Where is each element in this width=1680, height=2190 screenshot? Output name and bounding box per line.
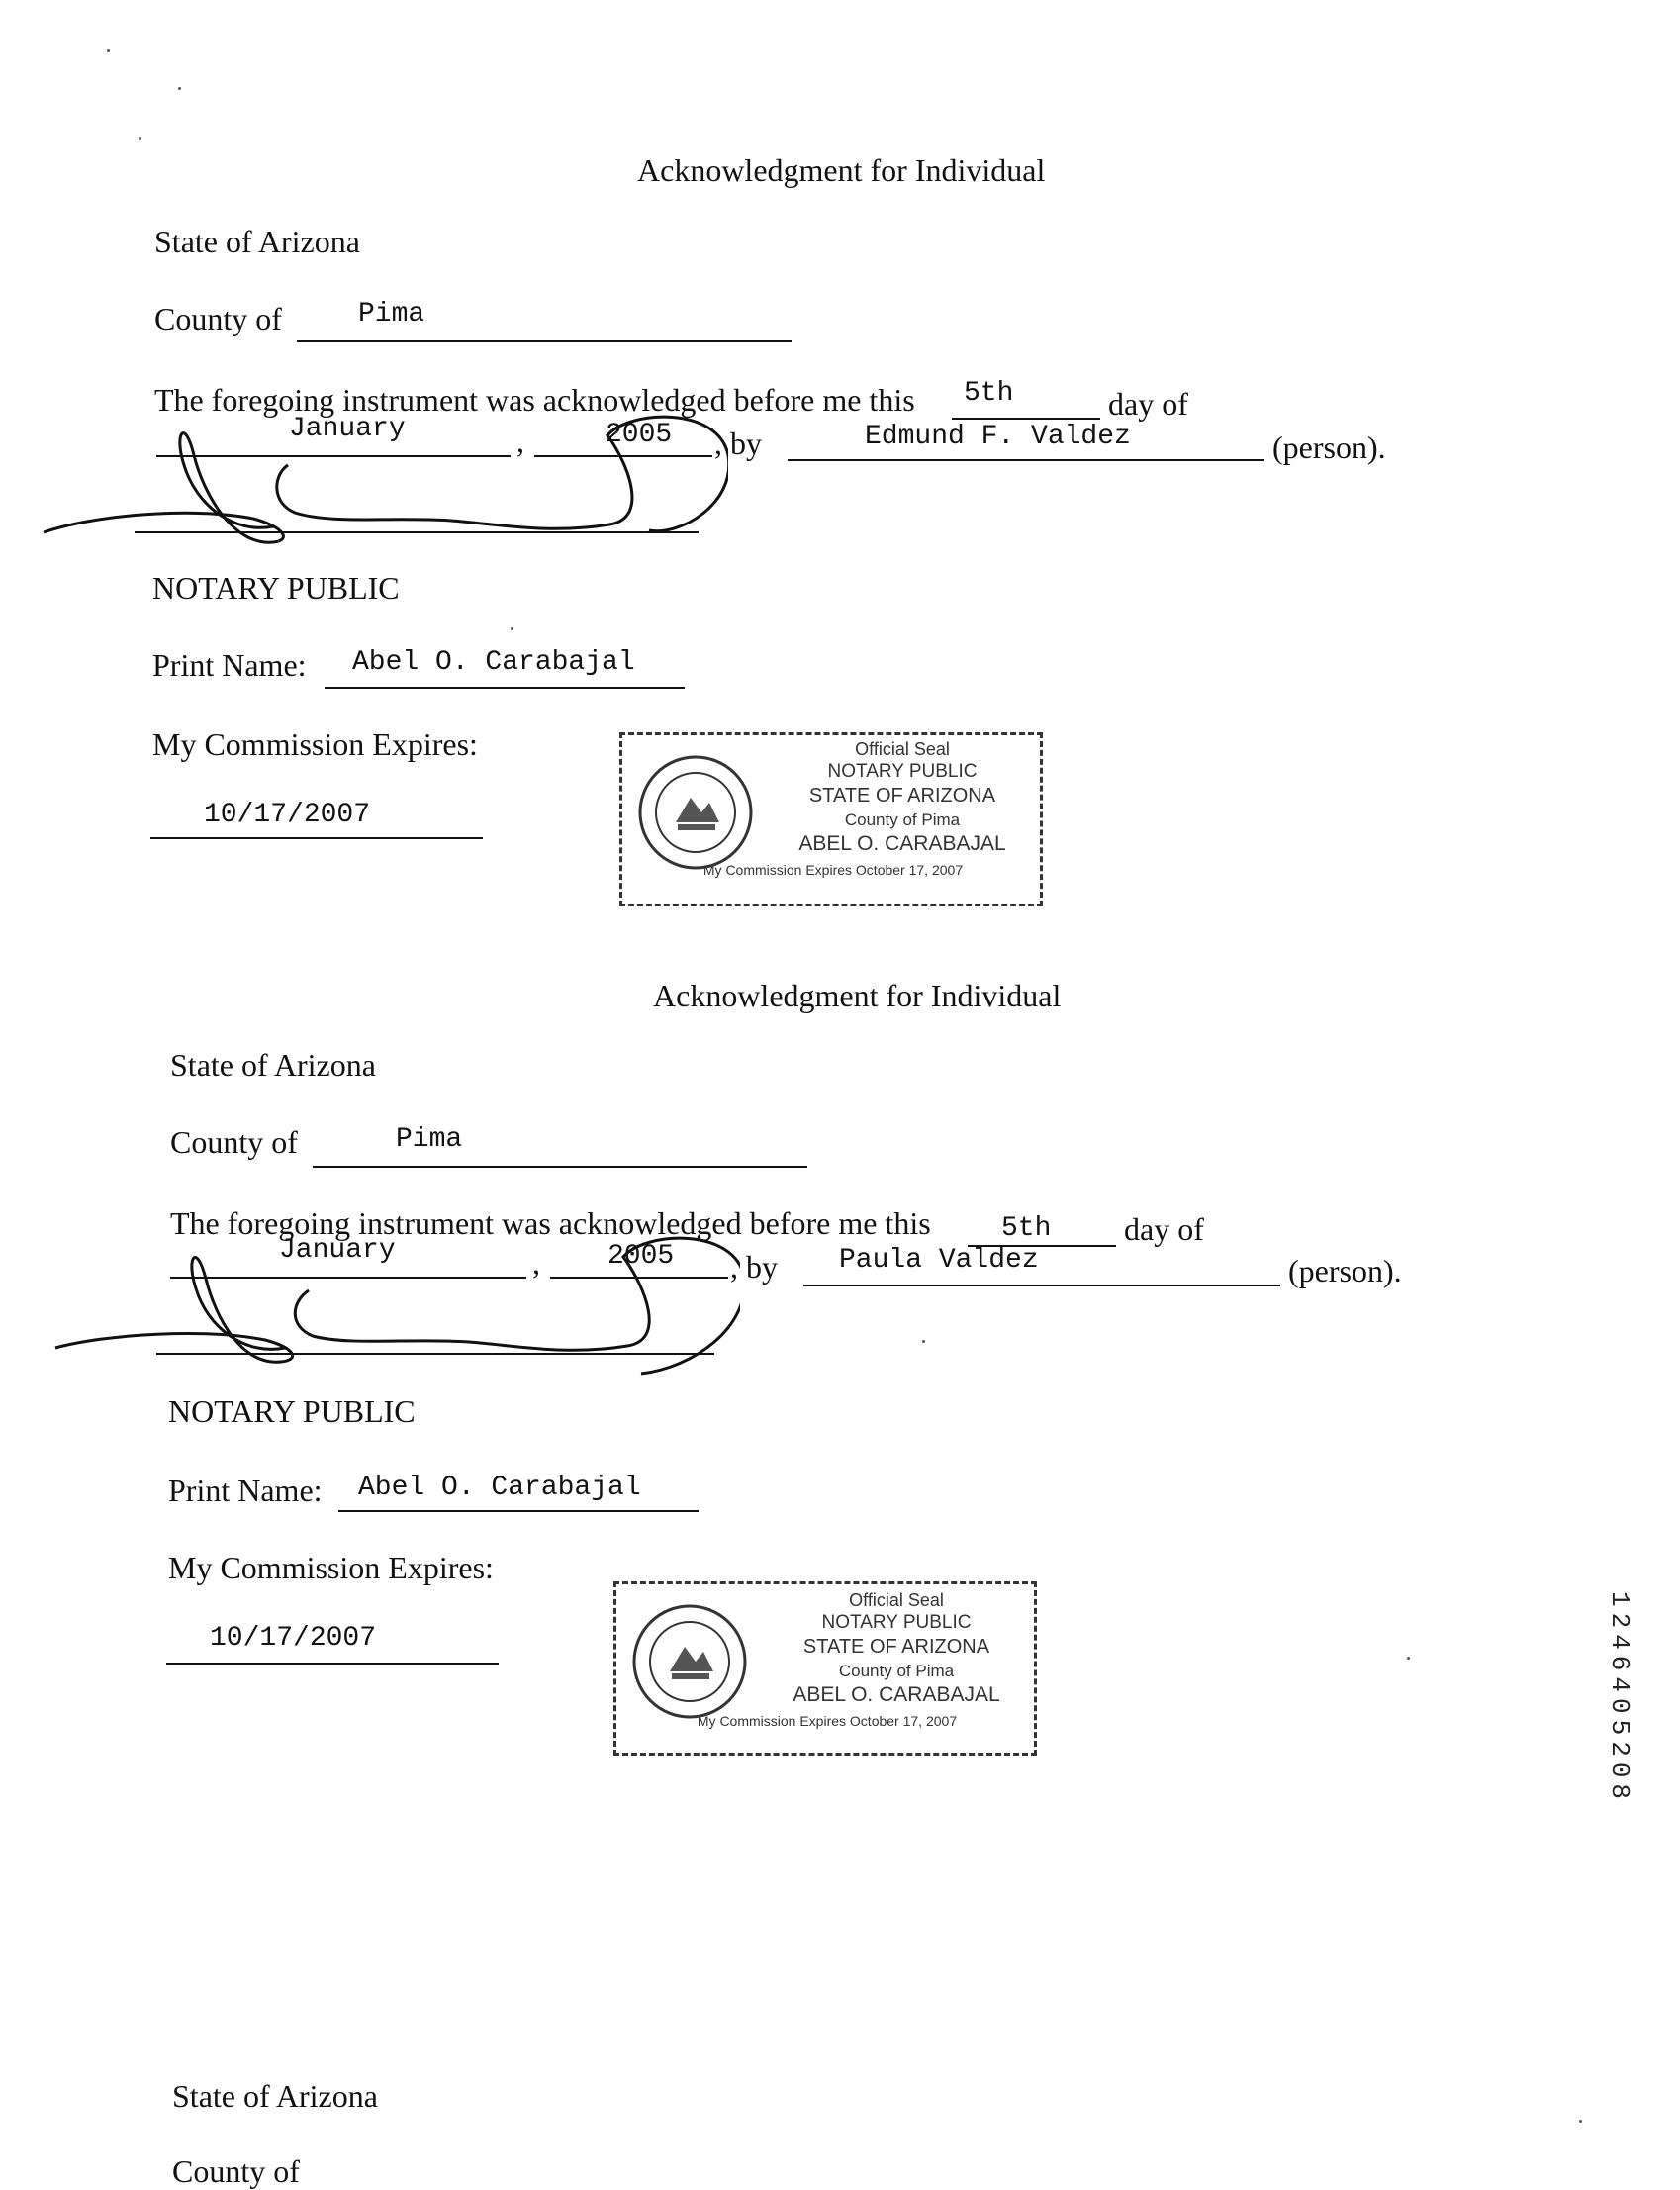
block2-day-value: 5th: [1001, 1213, 1052, 1244]
block2-heading: Acknowledgment for Individual: [653, 978, 1062, 1013]
block1-by-label: , by: [714, 426, 762, 461]
block2-by-label: , by: [730, 1249, 778, 1285]
block2-county-value: Pima: [396, 1124, 463, 1155]
block1-comma: ,: [516, 424, 524, 459]
block2-print-name-value: Abel O. Carabajal: [358, 1473, 641, 1503]
block2-seal-line4: County of Pima: [838, 1662, 955, 1680]
block1-seal-line1: Official Seal: [855, 739, 950, 759]
scan-speck: [511, 627, 513, 630]
block3-state: State of Arizona: [172, 2078, 378, 2114]
block2-state: State of Arizona: [170, 1047, 376, 1083]
block2-person-value: Paula Valdez: [839, 1245, 1039, 1276]
block1-notary-label: NOTARY PUBLIC: [152, 570, 400, 606]
block1-day-rule: [952, 418, 1100, 420]
block2-seal-line5: ABEL O. CARABAJAL: [793, 1683, 1000, 1706]
block1-person-rule: [788, 459, 1264, 461]
block1-day-of: day of: [1108, 386, 1188, 422]
block1-print-name-label: Print Name:: [152, 647, 307, 683]
block1-day-value: 5th: [964, 378, 1014, 409]
block2-seal-line2: NOTARY PUBLIC: [821, 1612, 972, 1633]
block2-month-value: January: [279, 1235, 396, 1266]
block1-seal-line5: ABEL O. CARABAJAL: [798, 832, 1006, 855]
block2-county-rule: [313, 1166, 807, 1168]
block2-comma: ,: [532, 1245, 540, 1281]
block2-print-name-label: Print Name:: [168, 1473, 323, 1508]
block1-print-name-rule: [325, 687, 685, 689]
block1-seal-line4: County of Pima: [844, 810, 961, 829]
scan-speck: [107, 49, 110, 52]
block2-year-value: 2005: [607, 1241, 675, 1272]
block1-seal-line6: My Commission Expires October 17, 2007: [702, 862, 964, 878]
block2-person-suffix: (person).: [1288, 1253, 1402, 1288]
block1-notary-seal: [619, 732, 1043, 906]
scan-speck: [1579, 2120, 1582, 2123]
block2-sentence: The foregoing instrument was acknowledged before me this: [170, 1205, 931, 1241]
block1-commission-label: My Commission Expires:: [152, 726, 478, 762]
block2-day-of: day of: [1124, 1211, 1204, 1247]
block1-person-suffix: (person).: [1272, 429, 1386, 465]
block1-commission-rule: [150, 837, 483, 839]
block1-state: State of Arizona: [154, 224, 360, 259]
block1-month-value: January: [289, 414, 406, 444]
block2-commission-label: My Commission Expires:: [168, 1550, 494, 1585]
arizona-seal-emblem-icon: [636, 753, 755, 872]
block2-print-name-rule: [338, 1510, 699, 1512]
block2-seal-line6: My Commission Expires October 17, 2007: [697, 1713, 958, 1729]
block1-seal-line3: STATE OF ARIZONA: [808, 785, 996, 807]
block1-person-value: Edmund F. Valdez: [865, 422, 1131, 452]
arizona-seal-emblem-icon: [630, 1602, 749, 1721]
block2-notary-seal: [613, 1581, 1037, 1756]
block2-county-label: County of: [170, 1124, 298, 1160]
block2-person-rule: [803, 1285, 1280, 1286]
scan-speck: [1407, 1657, 1410, 1660]
block1-seal-line2: NOTARY PUBLIC: [827, 761, 978, 782]
block1-print-name-value: Abel O. Carabajal: [352, 647, 635, 678]
block2-notary-label: NOTARY PUBLIC: [168, 1393, 416, 1429]
block1-year-value: 2005: [606, 420, 673, 450]
block1-heading: Acknowledgment for Individual: [637, 152, 1046, 188]
scan-speck: [922, 1340, 925, 1343]
block1-county-label: County of: [154, 301, 282, 336]
block2-seal-line3: STATE OF ARIZONA: [802, 1636, 990, 1658]
block3-county-label: County of: [172, 2153, 300, 2189]
block2-commission-value: 10/17/2007: [210, 1623, 377, 1654]
scan-speck: [139, 137, 141, 140]
block1-commission-value: 10/17/2007: [204, 800, 371, 830]
block1-county-rule: [297, 340, 792, 342]
block2-commission-rule: [166, 1663, 499, 1665]
block1-county-value: Pima: [358, 299, 425, 330]
block1-sentence: The foregoing instrument was acknowledged before me this: [154, 382, 915, 418]
block1-notary-signature: [36, 396, 728, 544]
block2-notary-signature: [47, 1219, 740, 1378]
document-number: 1246405208: [1605, 1591, 1634, 1806]
scan-speck: [178, 87, 181, 90]
block2-seal-line1: Official Seal: [849, 1590, 944, 1610]
